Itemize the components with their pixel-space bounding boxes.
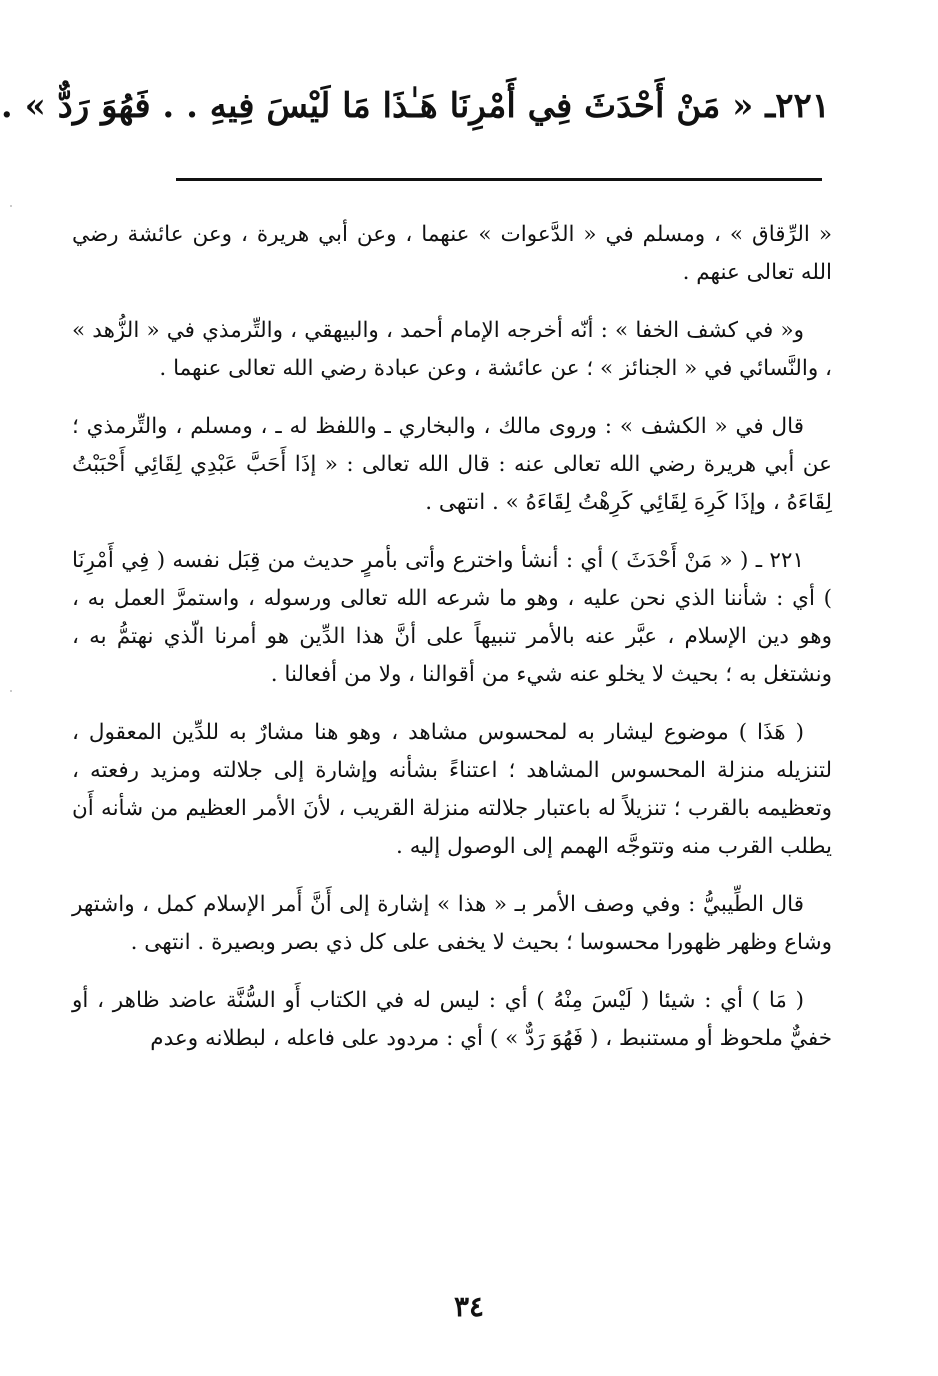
paragraph-6: قال الطِّيبيُّ : وفي وصف الأمر بـ « هذا » إشارة إلى أَنَّ أَمر الإسلام كمل ، واشتهر وشاع وظهر ظهورا محسوسا ؛ بحيث لا يخفى على كل ذي بصر وبصيرة . انتهى . [72, 892, 832, 955]
commentary-body [72, 216, 832, 1078]
paragraph-7: ( مَا ) أي : شيئا ( لَيْسَ مِنْهُ ) أي : ليس له في الكتاب أَو السُّنَّة عاضد ظاهر ، أو خفيٌّ ملحوظ أو مستنبط ، ( فَهُوَ رَدٌّ » ) أي : مردود على فاعله ، لبطلانه وعدم [72, 988, 832, 1051]
paragraph-4: ٢٢١ ـ ( « مَنْ أَحْدَثَ ) أي : أنشأ واخترع وأتى بأمرٍ حديث من قِبَل نفسه ( فِي أَمْرِنَا ) أي : شأننا الذي نحن عليه ، وهو ما شرعه الله تعالى ورسوله ، واستمرَّ العمل به ، وهو دين الإسلام ، عبَّر عنه بالأمر تنبيهاً على أنَّ هذا الدِّين هو أمرنا الّذي نهتمُّ به ، ونشتغل به ؛ بحيث لا يخلو عنه شيء من أقوالنا ، ولا من أفعالنا . [72, 548, 832, 687]
paragraph-3: قال في « الكشف » : وروى مالك ، والبخاري ـ واللفظ له ـ ، ومسلم ، والتِّرمذي ؛ عن أبي هريرة رضي الله تعالى عنه : قال الله تعالى : « إذَا أَحَبَّ عَبْدِي لِقَائِي أَحْبَبْتُ لِقَاءَهُ ، وإذَا كَرِهَ لِقَائِي كَرِهْتُ لِقَاءَهُ » . انتهى . [72, 414, 832, 515]
paragraph-2: و« في كشف الخفا » : أنّه أخرجه الإمام أحمد ، والبيهقي ، والتِّرمذي في « الزُّهد » ، والنَّسائي في « الجنائز » ؛ عن عائشة ، وعن عبادة رضي الله تعالى عنهما . [72, 318, 832, 381]
scan-speck [10, 690, 12, 692]
scan-speck [10, 205, 12, 207]
hadith-heading: ٢٢١ـ « مَنْ أَحْدَثَ فِي أَمْرِنَا هَـٰذَا مَا لَيْسَ فِيهِ . . فَهُوَ رَدٌّ » . [0, 86, 830, 126]
paragraph-5: ( هَذَا ) موضوع ليشار به لمحسوس مشاهد ، وهو هنا مشارٌ به للدِّين المعقول ، لتنزيله منزلة المحسوس المشاهد ؛ اعتناءً بشأنه وإشارة إلى جلالته ومزيد رفعته ، وتعظيمه بالقرب ؛ تنزيلاً له باعتبار جلالته منزلة القريب ، لأنَ الأمر العظيم من شأنه أَن يطلب القرب منه وتتوجَّه الهمم إلى الوصول إليه . [72, 720, 832, 859]
heading-divider [176, 178, 822, 181]
paragraph-1: « الرِّقاق » ، ومسلم في « الدَّعوات » عنهما ، وعن أبي هريرة ، وعن عائشة رضي الله تعالى عنهم . [72, 222, 832, 285]
page-number: ٣٤ [453, 1290, 485, 1323]
